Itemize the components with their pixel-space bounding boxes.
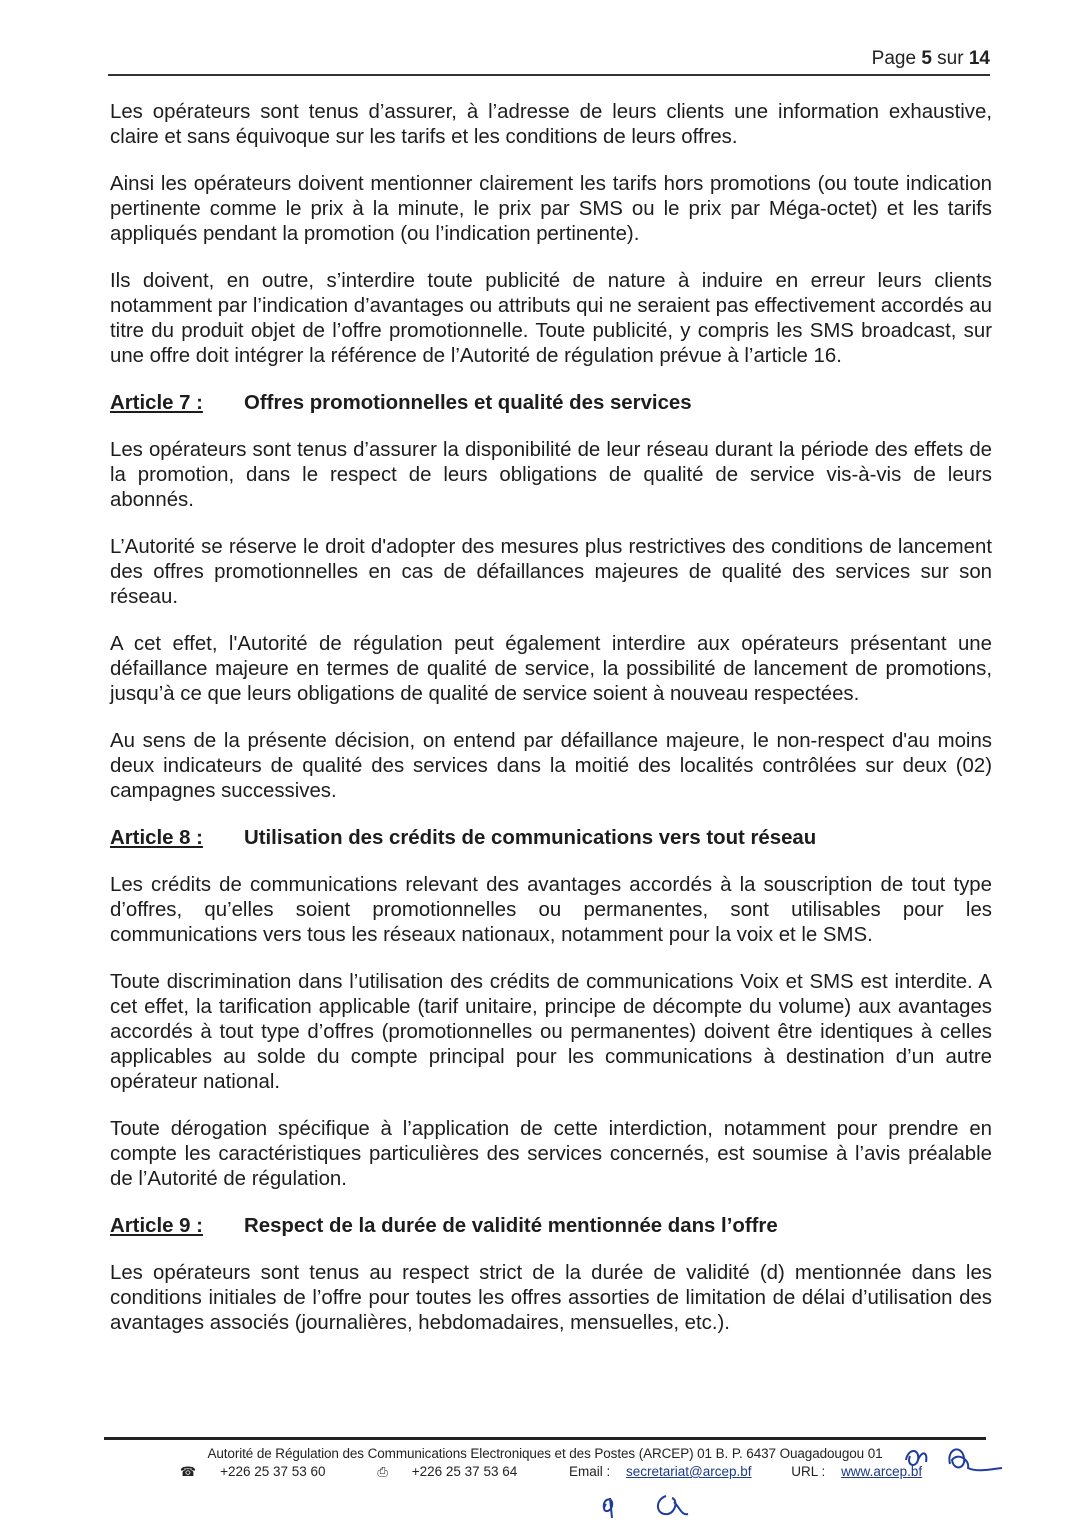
article-9-heading [110,1214,992,1239]
article-title: Offres promotionnelles et qualité des services [244,392,692,414]
article-8-heading [110,826,992,851]
footer-contacts [104,1464,986,1480]
handwritten-initials-signature [898,1438,1008,1478]
page-footer [104,1437,986,1480]
footer-fax: ⎙ +226 25 37 53 64 [377,1464,518,1479]
paragraph: A cet effet, l'Autorité de régulation peut également interdire aux opérateurs présentant une défaillance majeure en termes de qualité de service, la possibilité de lancement de promotions, jusqu’à ce que leurs obligations de qualité de service soient à nouveau respectées. [110,633,992,705]
page-header [108,48,990,76]
page-number: Page 5 sur 14 [871,48,990,69]
article-title: Respect de la durée de validité mentionnée dans l’offre [244,1215,778,1237]
phone-icon: ☎ [179,1464,197,1479]
paragraph: Toute discrimination dans l’utilisation des crédits de communications Voix et SMS est interdite. A cet effet, la tarification applicable (tarif unitaire, principe de décompte du volume) aux avantages accordés à tout type d’offres (promotionnelles ou permanentes) doivent être identiques à celles applicables au solde du compte principal pour les communications à destination d’un autre opérateur national. [110,971,992,1093]
footer-tel: ☎ +226 25 37 53 60 [179,1464,326,1479]
paragraph: Ils doivent, en outre, s’interdire toute publicité de nature à induire en erreur leurs clients notamment par l’indication d’avantages ou attributs qui ne seraient pas effectivement accordés au titre du produit objet de l’offre promotionnelle. Toute publicité, y compris les SMS broadcast, sur une offre doit intégrer la référence de l’Autorité de régulation prévue à l’article 16. [110,270,992,367]
footer-url: URL : www.arcep.bf [791,1464,923,1479]
email-link[interactable]: secretariat@arcep.bf [626,1464,752,1479]
footer-email: Email : secretariat@arcep.bf [569,1464,752,1479]
paragraph: Les opérateurs sont tenus d’assurer la disponibilité de leur réseau durant la période des effets de la promotion, dans le respect de leurs obligations de qualité de service vis-à-vis de leurs abonnés. [110,439,992,511]
website-link[interactable]: www.arcep.bf [841,1464,923,1479]
paragraph: Au sens de la présente décision, on entend par défaillance majeure, le non-respect d'au moins deux indicateurs de qualité des services dans la moitié des localités contrôlées sur deux (02) campagnes successives. [110,730,992,802]
article-number: Article 7 : [110,392,203,414]
paragraph: Ainsi les opérateurs doivent mentionner clairement les tarifs hors promotions (ou toute indication pertinente comme le prix à la minute, le prix par SMS ou le prix par Méga-octet) et les tarifs appliqués pendant la promotion (ou l’indication pertinente). [110,173,992,245]
footer-address: Autorité de Régulation des Communications Electroniques et des Postes (ARCEP) 01 B. P. 6437 Ouagadougou 01 [207,1446,883,1461]
article-title: Utilisation des crédits de communications vers tout réseau [244,827,817,849]
article-7-heading [110,391,992,416]
paragraph: Toute dérogation spécifique à l’application de cette interdiction, notamment pour prendre en compte les caractéristiques particulières des services concernés, est soumise à l’avis préalable de l’Autorité de régulation. [110,1118,992,1190]
article-number: Article 8 : [110,827,203,849]
article-number: Article 9 : [110,1215,203,1237]
document-body [110,100,992,1358]
paragraph: Les opérateurs sont tenus au respect strict de la durée de validité (d) mentionnée dans les conditions initiales de l’offre pour toutes les offres assorties de limitation de délai d’utilisation des avantages associés (journalières, hebdomadaires, mensuelles, etc.). [110,1262,992,1334]
paragraph: Les crédits de communications relevant des avantages accordés à la souscription de tout type d’offres, qu’elles soient promotionnelles ou permanentes, sont utilisables pour les communications vers tous les réseaux nationaux, notamment pour la voix et le SMS. [110,874,992,946]
fax-icon: ⎙ [377,1464,388,1479]
paragraph: Les opérateurs sont tenus d’assurer, à l’adresse de leurs clients une information exhaustive, claire et sans équivoque sur les tarifs et les conditions de leurs offres. [110,101,992,148]
paragraph: L’Autorité se réserve le droit d'adopter des mesures plus restrictives des conditions de lancement des offres promotionnelles en cas de défaillances majeures de qualité des services sur son réseau. [110,536,992,608]
handwritten-initials-bottom [596,1488,706,1522]
